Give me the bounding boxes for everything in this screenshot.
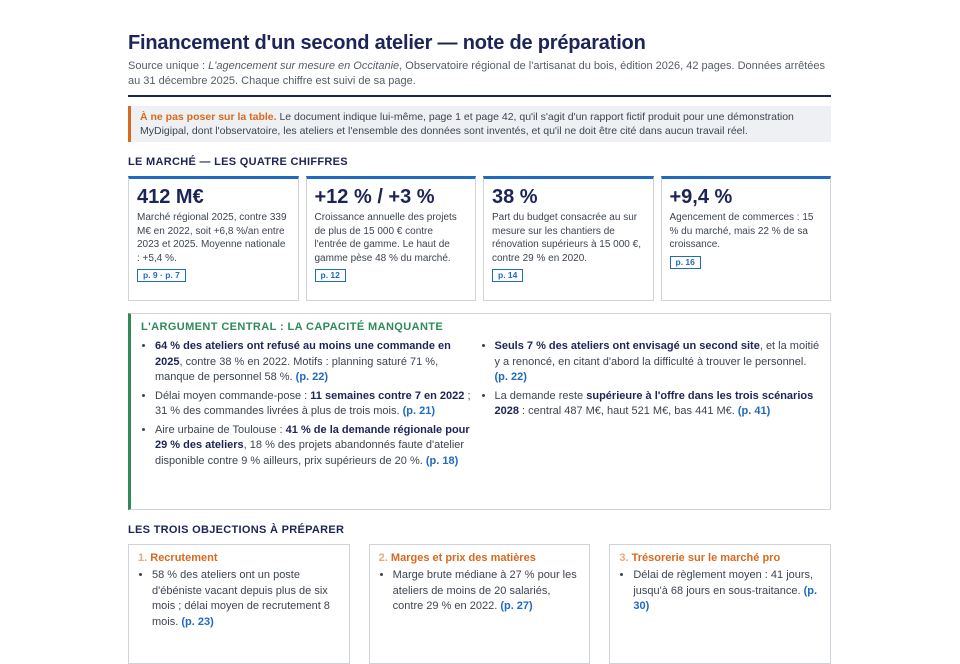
item-lead: Aire urbaine de Toulouse :: [155, 423, 286, 436]
source-line: [128, 59, 831, 88]
item-text: Marge brute médiane à 27 % pour les ateliers de moins de 20 salariés, contre 29 % en 2022.: [392, 569, 577, 612]
argument-left-column: [141, 339, 481, 472]
stat-value: +12 % / +3 %: [314, 186, 435, 208]
objections-heading: LES TROIS OBJECTIONS À PRÉPARER: [128, 524, 345, 536]
page-reference-badge: p. 14: [492, 269, 523, 282]
central-argument-panel: [128, 313, 831, 510]
item-text: 58 % des ateliers ont un poste d'ébéniste vacant depuis plus de six mois ; délai moyen de recrutement 8 mois.: [152, 569, 330, 628]
stat-card: [483, 176, 654, 301]
stat-description: Agencement de commerces : 15 % du marché, mais 22 % de sa croissance.: [669, 212, 814, 250]
item-lead: Délai moyen commande-pose :: [155, 389, 311, 402]
list-item: [393, 568, 581, 615]
item-emphasis: 11 semaines contre 7 en 2022: [310, 389, 465, 402]
objections-row: [128, 544, 831, 664]
stat-card: [661, 176, 832, 301]
market-stats: [128, 176, 831, 301]
item-text: : central 487 M€, haut 521 M€, bas 441 M€.: [518, 405, 738, 417]
warning-callout: [128, 106, 831, 142]
item-emphasis: supérieure à l'offre dans les trois scénarios 2028: [494, 389, 814, 417]
objection-label: Trésorerie sur le marché pro: [631, 552, 781, 564]
objection-number: 1.: [138, 552, 148, 564]
item-emphasis: 64 % des ateliers ont refusé au moins une commande en 2025: [155, 340, 451, 368]
list-item: [155, 423, 481, 470]
item-text: ; 31 % des commandes livrées à plus de trois mois.: [155, 389, 471, 417]
list-item: [152, 568, 340, 630]
argument-heading: L'ARGUMENT CENTRAL : LA CAPACITÉ MANQUANTE: [141, 321, 444, 333]
source-title: L'agencement sur mesure en Occitanie: [208, 60, 400, 72]
stat-value: 412 M€: [137, 186, 204, 208]
argument-right-column: [481, 339, 821, 472]
item-lead: La demande reste: [494, 389, 587, 402]
warning-label: À ne pas poser sur la table.: [140, 111, 277, 123]
objection-card: [128, 544, 350, 664]
page-reference-badge: p. 16: [670, 256, 701, 269]
stat-card: [306, 176, 477, 301]
list-item: [495, 389, 821, 420]
page-reference: (p. 30): [633, 584, 818, 612]
header-divider: [128, 95, 831, 97]
objection-title: [379, 552, 581, 564]
item-emphasis: Seuls 7 % des ateliers ont envisagé un second site: [494, 340, 760, 352]
stat-description: Part du budget consacrée au sur mesure sur les chantiers de rénovation supérieurs à 15 000 €, contre 29 % en 2020.: [492, 212, 641, 264]
item-text: , et la moitié y a renoncé, en citant d'abord la difficulté à trouver le personnel.: [494, 340, 820, 368]
objection-label: Marges et prix des matières: [390, 552, 536, 564]
page-reference-badge: p. 9 · p. 7: [137, 269, 186, 282]
market-heading: LE MARCHÉ — LES QUATRE CHIFFRES: [128, 156, 348, 168]
source-prefix: Source unique :: [128, 60, 209, 72]
item-text: , contre 38 % en 2022. Motifs : planning saturé 71 %, manque de personnel 58 %.: [155, 355, 439, 383]
stat-value: 38 %: [492, 186, 538, 208]
list-item: [155, 389, 481, 420]
page-reference: (p. 18): [425, 454, 459, 467]
objection-card: [609, 544, 831, 664]
stat-description: Croissance annuelle des projets de plus de 15 000 € contre l'entrée de gamme. Le haut de gamme pèse 48 % du marché.: [314, 212, 457, 264]
objection-label: Recrutement: [150, 552, 218, 564]
note-page: [128, 30, 831, 664]
warning-text: Le document indique lui-même, page 1 et page 42, qu'il s'agit d'un rapport fictif produit pour une démonstration MyDigipal, dont l'observatoire, les ateliers et l'ensemble des données sont inventés, et qu'il ne doit être cité dans aucun travail réel.: [140, 111, 794, 137]
objection-title: [138, 552, 340, 564]
page-title: Financement d'un second atelier — note de préparation: [128, 32, 646, 54]
stat-value: +9,4 %: [669, 186, 733, 208]
item-emphasis: 41 % de la demande régionale pour 29 % des ateliers: [155, 423, 470, 451]
objection-card: [369, 544, 591, 664]
objection-title: [619, 552, 821, 564]
objection-number: 2.: [378, 552, 388, 564]
page-reference: (p. 22): [494, 371, 527, 383]
objection-number: 3.: [619, 552, 629, 564]
list-item: [495, 339, 821, 386]
list-item: [633, 568, 821, 615]
page-reference: (p. 22): [295, 371, 329, 383]
list-item: [155, 339, 481, 386]
page-reference: (p. 41): [737, 405, 771, 417]
page-reference: (p. 23): [181, 615, 214, 628]
stat-card: [128, 176, 299, 301]
stat-description: Marché régional 2025, contre 339 M€ en 2022, soit +6,8 %/an entre 2023 et 2025. Moyenne nationale : +5,4 %.: [137, 212, 287, 264]
item-text: , 18 % des projets abandonnés faute d'atelier disponible contre 9 % ailleurs, prix supérieurs de 20 %.: [155, 439, 465, 467]
source-details: , Observatoire régional de l'artisanat du bois, édition 2026, 42 pages. Données arrêtées au 31 décembre 2025. Chaque chiffre est suivi de sa page.: [128, 60, 826, 87]
page-reference: (p. 21): [402, 405, 436, 417]
page-reference: (p. 27): [500, 600, 533, 612]
item-text: Délai de règlement moyen : 41 jours, jusqu'à 68 jours en sous-traitance.: [633, 569, 814, 597]
page-reference-badge: p. 12: [315, 269, 346, 282]
